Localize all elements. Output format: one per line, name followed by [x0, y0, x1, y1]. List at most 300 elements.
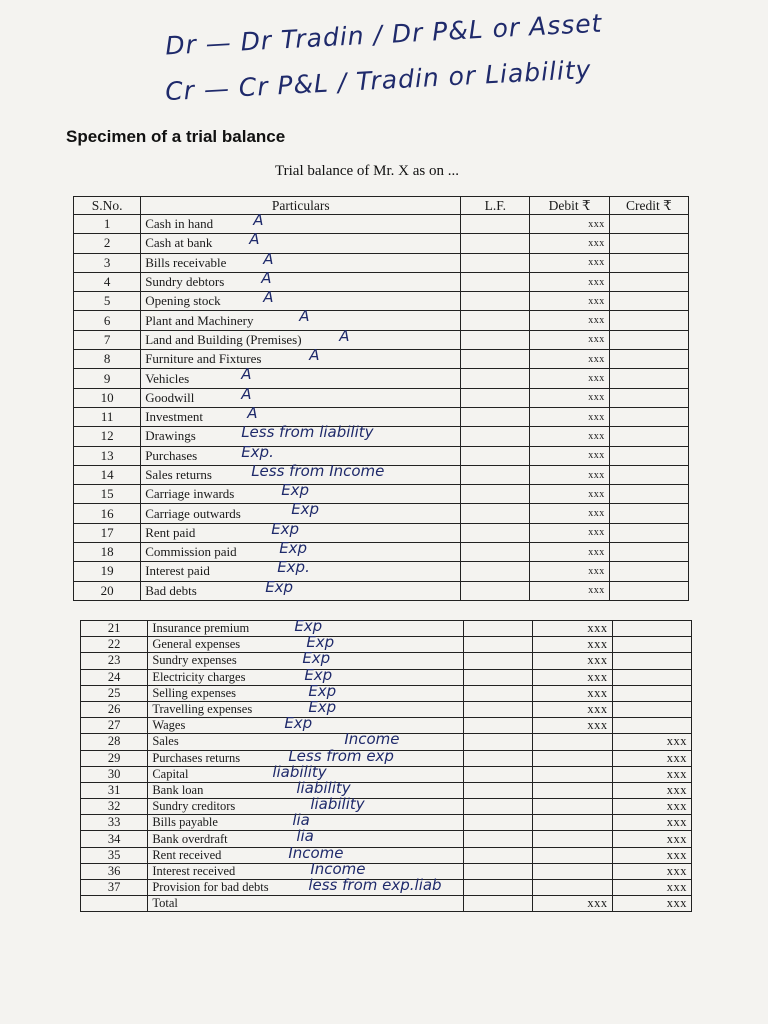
handwritten-annotation: Exp — [279, 539, 308, 558]
cell-debit — [530, 388, 609, 407]
table-header-row — [74, 197, 689, 215]
cell-debit-text: xxx — [588, 469, 605, 481]
cell-sno — [74, 543, 141, 562]
cell-lf — [461, 253, 530, 272]
handwritten-note-credit: Cr — Cr P&L / Tradin or Liability — [164, 54, 593, 107]
cell-lf — [461, 350, 530, 369]
cell-sno-text: 5 — [103, 293, 111, 309]
cell-sno — [74, 485, 141, 504]
cell-sno — [74, 504, 141, 523]
cell-debit-text: xxx — [588, 373, 605, 385]
cell-sno-text: 23 — [107, 653, 121, 668]
total-part: Total — [148, 896, 464, 912]
cell-particulars — [141, 326, 461, 349]
cell-sno-text: 24 — [107, 669, 121, 684]
cell-credit-text: xxx — [666, 766, 687, 781]
cell-debit — [533, 685, 612, 701]
cell-particulars-text: Bank loan — [152, 782, 204, 797]
cell-particulars-text: Electricity charges — [152, 669, 246, 684]
handwritten-annotation: lia — [292, 811, 310, 830]
total-empty — [463, 896, 532, 912]
handwritten-annotation: A — [263, 249, 274, 268]
cell-sno — [81, 750, 148, 766]
table-row — [74, 234, 689, 253]
cell-particulars-text: Goodwill — [145, 389, 195, 405]
cell-sno — [74, 272, 141, 291]
table-row — [74, 543, 689, 562]
cell-credit — [612, 880, 691, 896]
table-row — [74, 523, 689, 542]
cell-credit — [612, 782, 691, 798]
cell-particulars-text: Bills receivable — [145, 254, 227, 270]
cell-particulars-text: Insurance premium — [152, 621, 250, 636]
cell-lf — [463, 685, 532, 701]
cell-credit — [609, 369, 688, 388]
cell-lf — [463, 734, 532, 750]
total-cr: xxx — [612, 896, 691, 912]
cell-debit — [530, 234, 609, 253]
cell-debit — [533, 621, 612, 637]
cell-debit — [530, 465, 609, 484]
cell-lf — [463, 815, 532, 831]
table-row — [74, 465, 689, 484]
cell-debit — [533, 718, 612, 734]
handwritten-annotation: Exp — [308, 681, 337, 700]
cell-sno — [74, 388, 141, 407]
cell-sno — [81, 734, 148, 750]
cell-debit — [533, 750, 612, 766]
cell-credit-text: xxx — [666, 815, 687, 830]
cell-credit — [612, 718, 691, 734]
handwritten-annotation: A — [249, 230, 260, 249]
cell-sno-text: 37 — [107, 880, 121, 895]
cell-particulars-text: Opening stock — [145, 293, 221, 309]
cell-sno-text: 17 — [100, 524, 114, 540]
cell-credit — [612, 685, 691, 701]
cell-lf — [461, 292, 530, 311]
table-row — [74, 215, 689, 234]
cell-credit — [609, 350, 688, 369]
cell-sno-text: 20 — [100, 582, 114, 598]
cell-particulars-text: Travelling expenses — [152, 702, 253, 717]
cell-lf — [463, 637, 532, 653]
cell-debit — [530, 581, 609, 600]
cell-debit-text: xxx — [588, 295, 605, 307]
cell-credit — [612, 831, 691, 847]
cell-lf — [461, 407, 530, 426]
cell-sno-text: 9 — [103, 370, 111, 386]
handwritten-annotation: Exp. — [277, 558, 310, 577]
cell-credit-text: xxx — [666, 734, 687, 749]
cell-lf — [461, 465, 530, 484]
cell-particulars-text: Bank overdraft — [152, 831, 228, 846]
table-row — [81, 831, 692, 847]
cell-debit — [530, 407, 609, 426]
table-row — [81, 637, 692, 653]
cell-credit — [612, 653, 691, 669]
table-row — [81, 880, 692, 896]
handwritten-annotation: A — [247, 403, 258, 422]
table-row — [74, 388, 689, 407]
cell-particulars — [141, 346, 461, 369]
cell-sno-text: 28 — [107, 734, 121, 749]
cell-credit — [609, 427, 688, 446]
cell-credit — [609, 253, 688, 272]
table-title: Trial balance of Mr. X as on ... — [275, 163, 459, 179]
cell-particulars — [141, 558, 461, 581]
cell-credit — [609, 388, 688, 407]
cell-debit — [530, 543, 609, 562]
handwritten-annotation: Exp — [271, 519, 300, 538]
cell-sno — [74, 446, 141, 465]
table-row — [74, 485, 689, 504]
table-row — [74, 369, 689, 388]
cell-sno-text: 14 — [100, 467, 114, 482]
cell-particulars — [141, 249, 461, 272]
cell-sno — [81, 847, 148, 863]
cell-debit — [530, 292, 609, 311]
cell-debit — [533, 815, 612, 831]
cell-debit — [533, 799, 612, 815]
cell-particulars-text: Sundry debtors — [145, 274, 225, 290]
cell-debit — [530, 272, 609, 291]
cell-credit — [609, 523, 688, 542]
cell-particulars-text: Land and Building (Premises) — [145, 331, 302, 347]
cell-particulars-text: Cash at bank — [145, 235, 213, 251]
cell-credit — [612, 750, 691, 766]
cell-lf — [463, 669, 532, 685]
cell-debit-text: xxx — [588, 508, 605, 520]
cell-sno — [81, 863, 148, 879]
cell-credit — [612, 799, 691, 815]
cell-particulars-text: Carriage outwards — [145, 505, 241, 521]
cell-particulars — [148, 876, 464, 896]
cell-debit-text: xxx — [588, 257, 605, 269]
cell-sno — [74, 253, 141, 272]
handwritten-annotation: A — [241, 384, 252, 403]
cell-lf — [461, 562, 530, 581]
handwritten-annotation: Exp — [284, 714, 313, 733]
total-row — [81, 896, 692, 912]
table-row — [74, 330, 689, 349]
cell-debit — [533, 637, 612, 653]
cell-lf — [461, 446, 530, 465]
cell-credit — [609, 292, 688, 311]
cell-lf — [461, 215, 530, 234]
cell-sno-text: 21 — [107, 621, 121, 636]
cell-particulars — [141, 384, 461, 407]
table-row — [74, 562, 689, 581]
handwritten-annotation: A — [339, 326, 350, 345]
handwritten-annotation: Exp — [291, 500, 320, 519]
cell-sno-text: 2 — [103, 235, 111, 251]
cell-sno-text: 26 — [107, 702, 121, 717]
cell-debit — [533, 880, 612, 896]
cell-lf — [463, 701, 532, 717]
cell-sno-text: 18 — [100, 544, 114, 560]
cell-credit — [612, 766, 691, 782]
cell-lf — [461, 504, 530, 523]
cell-sno-text: 25 — [107, 685, 121, 700]
cell-particulars-text: Wages — [152, 718, 186, 733]
cell-sno-text: 22 — [107, 637, 121, 652]
cell-debit-text: xxx — [588, 315, 605, 327]
cell-sno-text: 3 — [103, 254, 111, 270]
cell-sno — [74, 234, 141, 253]
cell-credit — [609, 407, 688, 426]
handwritten-annotation: A — [299, 307, 310, 326]
cell-sno — [74, 369, 141, 388]
cell-sno-text: 12 — [100, 428, 114, 444]
table-row — [74, 253, 689, 272]
cell-particulars-text: Purchases — [145, 447, 198, 463]
cell-particulars-text: Interest paid — [145, 563, 210, 579]
cell-particulars-text: Bills payable — [152, 815, 218, 830]
trial-balance-table-part2 — [80, 617, 692, 912]
handwritten-annotation: less from exp.liab — [308, 876, 442, 894]
handwritten-annotation: liability — [272, 762, 327, 781]
cell-sno — [74, 330, 141, 349]
cell-debit — [533, 847, 612, 863]
cell-credit — [612, 847, 691, 863]
cell-debit — [530, 215, 609, 234]
cell-debit-text: xxx — [588, 565, 605, 577]
cell-lf — [461, 388, 530, 407]
cell-sno — [81, 685, 148, 701]
cell-particulars — [141, 211, 461, 234]
cell-sno — [74, 350, 141, 369]
cell-sno — [81, 718, 148, 734]
cell-credit — [609, 485, 688, 504]
table-row — [81, 701, 692, 717]
handwritten-annotation: Exp — [265, 577, 294, 596]
cell-particulars-text: Furniture and Fixtures — [145, 351, 262, 367]
header-credit: Credit ₹ — [609, 197, 688, 215]
cell-credit — [609, 215, 688, 234]
cell-debit — [530, 446, 609, 465]
cell-particulars-text: Rent paid — [145, 524, 196, 540]
cell-debit — [533, 669, 612, 685]
cell-particulars-text: Bad debts — [145, 582, 197, 598]
cell-debit — [530, 350, 609, 369]
cell-sno-text: 16 — [100, 505, 114, 521]
cell-debit — [533, 863, 612, 879]
cell-sno-text: 30 — [107, 766, 121, 781]
cell-particulars-text: Sales returns — [145, 467, 212, 482]
cell-debit-text: xxx — [588, 237, 605, 249]
cell-debit-text: xxx — [587, 621, 608, 636]
cell-debit-text: xxx — [587, 637, 608, 652]
cell-debit — [533, 782, 612, 798]
handwritten-annotation: Exp — [302, 649, 331, 668]
cell-sno — [81, 637, 148, 653]
cell-sno-text: 31 — [107, 782, 121, 797]
cell-credit — [612, 701, 691, 717]
cell-debit-text: xxx — [588, 527, 605, 539]
cell-sno-text: 6 — [103, 312, 111, 328]
handwritten-annotation: Exp — [304, 665, 333, 684]
cell-debit-text: xxx — [588, 334, 605, 346]
cell-credit — [612, 669, 691, 685]
cell-sno-text: 29 — [107, 750, 121, 765]
cell-sno-text: 32 — [107, 799, 121, 814]
handwritten-annotation: Exp — [308, 697, 337, 716]
cell-particulars-text: Investment — [145, 409, 203, 425]
handwritten-annotation: A — [261, 268, 272, 287]
handwritten-annotation: Less from liability — [241, 423, 374, 442]
cell-particulars-text: Commission paid — [145, 544, 237, 560]
cell-sno — [74, 523, 141, 542]
cell-particulars-text: Carriage inwards — [145, 486, 235, 502]
cell-debit — [533, 831, 612, 847]
table-row — [81, 750, 692, 766]
cell-credit — [612, 734, 691, 750]
cell-lf — [463, 718, 532, 734]
cell-credit — [609, 311, 688, 330]
cell-credit — [612, 621, 691, 637]
handwritten-annotation: liability — [296, 778, 351, 797]
handwritten-annotation: lia — [296, 827, 314, 846]
cell-lf — [463, 782, 532, 798]
cell-sno — [81, 815, 148, 831]
cell-debit-text: xxx — [588, 585, 605, 597]
cell-sno-text: 27 — [107, 718, 121, 733]
cell-particulars-text: Provision for bad debts — [152, 880, 269, 895]
header-sno: S.No. — [74, 197, 141, 215]
cell-particulars-text: General expenses — [152, 637, 241, 652]
cell-particulars-text: Interest received — [152, 863, 236, 878]
handwritten-annotation: A — [263, 288, 274, 307]
cell-debit — [533, 701, 612, 717]
cell-debit — [533, 734, 612, 750]
handwritten-annotation: A — [253, 211, 264, 229]
cell-lf — [463, 653, 532, 669]
cell-sno-text: 4 — [103, 274, 111, 290]
cell-credit — [609, 581, 688, 600]
cell-lf — [461, 369, 530, 388]
table-row — [74, 581, 689, 600]
cell-debit-text: xxx — [588, 353, 605, 365]
cell-debit — [530, 523, 609, 542]
cell-sno — [74, 562, 141, 581]
cell-lf — [463, 880, 532, 896]
cell-sno — [74, 407, 141, 426]
table-row — [81, 669, 692, 685]
cell-particulars — [141, 365, 461, 388]
cell-sno-text: 13 — [100, 447, 114, 463]
handwritten-annotation: Exp. — [241, 442, 274, 461]
cell-particulars-text: Sundry expenses — [152, 653, 237, 668]
cell-sno — [74, 465, 141, 484]
cell-credit — [609, 330, 688, 349]
cell-credit — [609, 543, 688, 562]
cell-particulars — [148, 681, 464, 701]
cell-debit — [530, 485, 609, 504]
cell-sno — [81, 880, 148, 896]
handwritten-annotation: Income — [288, 843, 344, 862]
cell-credit-text: xxx — [666, 799, 687, 814]
cell-debit — [533, 653, 612, 669]
cell-sno-text: 11 — [100, 409, 114, 425]
cell-particulars-text: Rent received — [152, 847, 222, 862]
cell-sno-text: 15 — [100, 486, 114, 502]
cell-sno — [81, 669, 148, 685]
handwritten-annotation: Exp — [306, 633, 335, 652]
cell-debit — [530, 253, 609, 272]
cell-credit — [609, 446, 688, 465]
cell-sno — [81, 766, 148, 782]
cell-particulars — [148, 714, 464, 734]
cell-sno — [74, 215, 141, 234]
cell-lf — [461, 543, 530, 562]
table-row — [81, 847, 692, 863]
cell-sno — [81, 799, 148, 815]
cell-sno — [74, 581, 141, 600]
cell-particulars — [141, 268, 461, 291]
cell-lf — [461, 330, 530, 349]
cell-lf — [461, 272, 530, 291]
total-dr: xxx — [533, 896, 612, 912]
cell-credit-text: xxx — [666, 880, 687, 895]
cell-particulars — [148, 665, 464, 685]
cell-debit-text: xxx — [587, 669, 608, 684]
table-row — [74, 427, 689, 446]
cell-lf — [463, 831, 532, 847]
cell-sno-text: 1 — [103, 216, 111, 232]
cell-sno-text: 36 — [107, 863, 121, 878]
cell-particulars-text: Cash in hand — [145, 216, 214, 232]
table-row — [81, 685, 692, 701]
cell-particulars — [141, 577, 461, 600]
cell-sno — [74, 311, 141, 330]
cell-sno-text: 35 — [107, 847, 121, 862]
cell-particulars-text: Purchases returns — [152, 750, 241, 765]
cell-sno — [81, 831, 148, 847]
cell-debit — [530, 311, 609, 330]
cell-debit-text: xxx — [588, 218, 605, 230]
handwritten-annotation: Income — [310, 859, 366, 878]
cell-debit-text: xxx — [587, 702, 608, 717]
cell-debit — [530, 504, 609, 523]
cell-lf — [463, 799, 532, 815]
table-row — [81, 766, 692, 782]
cell-lf — [461, 234, 530, 253]
handwritten-annotation: Less from exp — [288, 746, 394, 765]
table-row — [74, 311, 689, 330]
cell-lf — [463, 750, 532, 766]
cell-sno — [81, 621, 148, 637]
cell-credit — [609, 562, 688, 581]
handwritten-annotation: Exp — [294, 617, 323, 635]
cell-particulars — [141, 500, 461, 523]
table-row — [74, 272, 689, 291]
cell-sno — [74, 427, 141, 446]
cell-lf — [463, 766, 532, 782]
cell-sno — [81, 653, 148, 669]
table-row — [74, 504, 689, 523]
cell-sno-text: 33 — [107, 815, 121, 830]
cell-credit-text: xxx — [666, 847, 687, 862]
trial-balance-table-part1 — [73, 196, 689, 601]
cell-credit-text: xxx — [666, 782, 687, 797]
page-heading: Specimen of a trial balance — [66, 127, 286, 146]
cell-debit-text: xxx — [588, 276, 605, 288]
header-particulars: Particulars — [141, 197, 461, 215]
cell-debit — [530, 369, 609, 388]
cell-lf — [463, 847, 532, 863]
header-lf: L.F. — [461, 197, 530, 215]
cell-particulars-text: Capital — [152, 766, 189, 781]
